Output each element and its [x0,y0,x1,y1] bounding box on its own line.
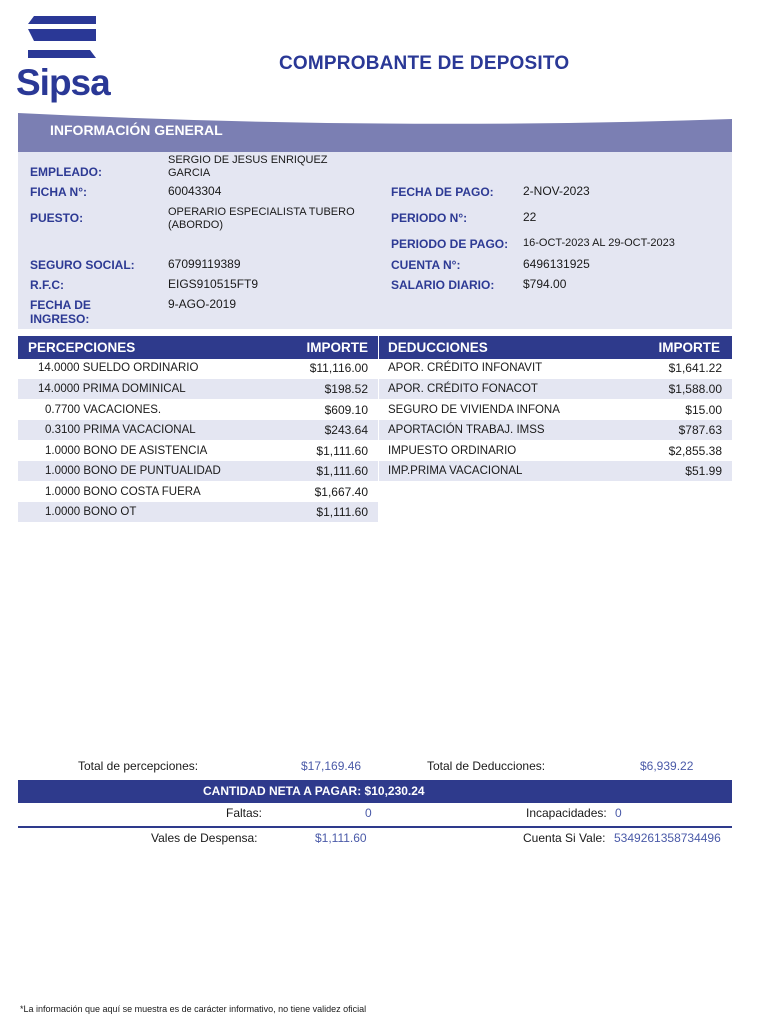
ficha-label: FICHA N°: [30,185,88,199]
periodo-pago-label: PERIODO DE PAGO: [391,237,509,251]
table-row [18,461,378,481]
cuenta-si-vale-value: 5349261358734496 [614,831,721,845]
table-row [379,441,732,461]
vales-label: Vales de Despensa: [151,831,258,845]
faltas-value: 0 [365,806,372,820]
cuenta-value: 6496131925 [523,257,590,271]
perception-desc: 0.3100 PRIMA VACACIONAL [45,424,196,436]
total-perceptions-value: $17,169.46 [301,759,362,773]
sipsa-logo-icon [28,16,96,64]
perception-amount: $198.52 [324,382,368,396]
periodo-pago-value: 16-OCT-2023 AL 29-OCT-2023 [523,237,675,249]
seguro-social-label: SEGURO SOCIAL: [30,258,135,272]
info-section-title: INFORMACIÓN GENERAL [50,122,223,138]
brand-name: Sipsa [16,62,110,103]
perception-amount: $1,111.60 [316,444,368,458]
perceptions-title: PERCEPCIONES [28,340,136,355]
deduction-desc: IMPUESTO ORDINARIO [388,445,517,457]
deduction-amount: $51.99 [685,464,722,478]
deduction-desc: APORTACIÓN TRABAJ. IMSS [388,424,545,436]
table-row [18,502,378,522]
perceptions-amount-header: IMPORTE [306,340,368,355]
rfc-value: EIGS910515FT9 [168,277,259,291]
deduction-amount: $787.63 [678,423,722,437]
deduction-desc: SEGURO DE VIVIENDA INFONA [388,404,560,416]
deduction-amount: $2,855.38 [668,444,722,458]
incapacidades-value: 0 [615,806,622,820]
puesto-value-line2: (ABORDO) [168,219,223,231]
cuenta-si-vale-label: Cuenta Si Vale: [523,831,606,845]
table-row [18,400,378,420]
salario-diario-label: SALARIO DIARIO: [391,278,495,292]
deduction-desc: APOR. CRÉDITO INFONAVIT [388,362,543,374]
faltas-label: Faltas: [226,806,263,820]
table-row [18,379,378,399]
table-row [379,379,732,399]
perception-amount: $609.10 [324,403,368,417]
vales-value: $1,111.60 [315,831,367,845]
perceptions-header [18,336,378,359]
salario-diario-value: $794.00 [523,277,567,291]
deduction-amount: $1,641.22 [668,361,722,375]
rfc-label: R.F.C: [30,278,64,292]
deduction-amount: $1,588.00 [668,382,722,396]
page-title: COMPROBANTE DE DEPOSITO [279,53,570,74]
seguro-social-value: 67099119389 [168,257,241,271]
table-row [379,420,732,440]
deductions-title: DEDUCCIONES [388,340,488,355]
net-pay-bar [18,780,732,803]
table-row [379,400,732,420]
fecha-ingreso-label-line1: FECHA DE [30,298,91,312]
ficha-value: 60043304 [168,184,222,198]
deduction-amount: $15.00 [685,403,722,417]
periodo-value: 22 [523,210,537,224]
footnote: *La información que aquí se muestra es de carácter informativo, no tiene validez oficial [20,1004,367,1014]
periodo-label: PERIODO N°: [391,211,468,225]
deductions-header [379,336,732,359]
table-row [379,461,732,481]
fecha-ingreso-label-line2: INGRESO: [30,312,90,326]
table-row [18,358,378,378]
perception-desc: 1.0000 BONO COSTA FUERA [45,486,201,498]
fecha-ingreso-value: 9-AGO-2019 [168,297,237,311]
employee-name-line2: GARCIA [168,167,211,179]
fecha-pago-value: 2-NOV-2023 [523,184,590,198]
deduction-desc: IMP.PRIMA VACACIONAL [388,465,523,477]
table-row [18,441,378,461]
perception-desc: 0.7700 VACACIONES. [45,404,162,416]
perception-amount: $1,667.40 [314,485,368,499]
puesto-label: PUESTO: [30,211,84,225]
perception-desc: 1.0000 BONO OT [45,506,137,518]
perception-desc: 1.0000 BONO DE ASISTENCIA [45,445,208,457]
total-deductions-label: Total de Deducciones: [427,759,546,773]
net-pay-text: CANTIDAD NETA A PAGAR: $10,230.24 [203,784,425,798]
total-deductions-value: $6,939.22 [640,759,694,773]
table-row [379,358,732,378]
perception-amount: $1,111.60 [316,505,368,519]
employee-name-line1: SERGIO DE JESUS ENRIQUEZ [168,154,328,166]
table-row [18,420,378,440]
deductions-amount-header: IMPORTE [658,340,720,355]
perception-amount: $1,111.60 [316,464,368,478]
incapacidades-label: Incapacidades: [526,806,607,820]
employee-label: EMPLEADO: [30,165,102,179]
perception-amount: $243.64 [324,423,368,437]
perception-desc: 1.0000 BONO DE PUNTUALIDAD [45,465,221,477]
divider [18,826,732,828]
cuenta-label: CUENTA N°: [391,258,461,272]
perception-desc: 14.0000 PRIMA DOMINICAL [38,383,186,395]
total-perceptions-label: Total de percepciones: [78,759,199,773]
table-row [18,482,378,502]
puesto-value-line1: OPERARIO ESPECIALISTA TUBERO [168,206,355,218]
deduction-desc: APOR. CRÉDITO FONACOT [388,383,538,395]
fecha-pago-label: FECHA DE PAGO: [391,185,494,199]
perception-desc: 14.0000 SUELDO ORDINARIO [38,362,199,374]
perception-amount: $11,116.00 [309,361,368,375]
